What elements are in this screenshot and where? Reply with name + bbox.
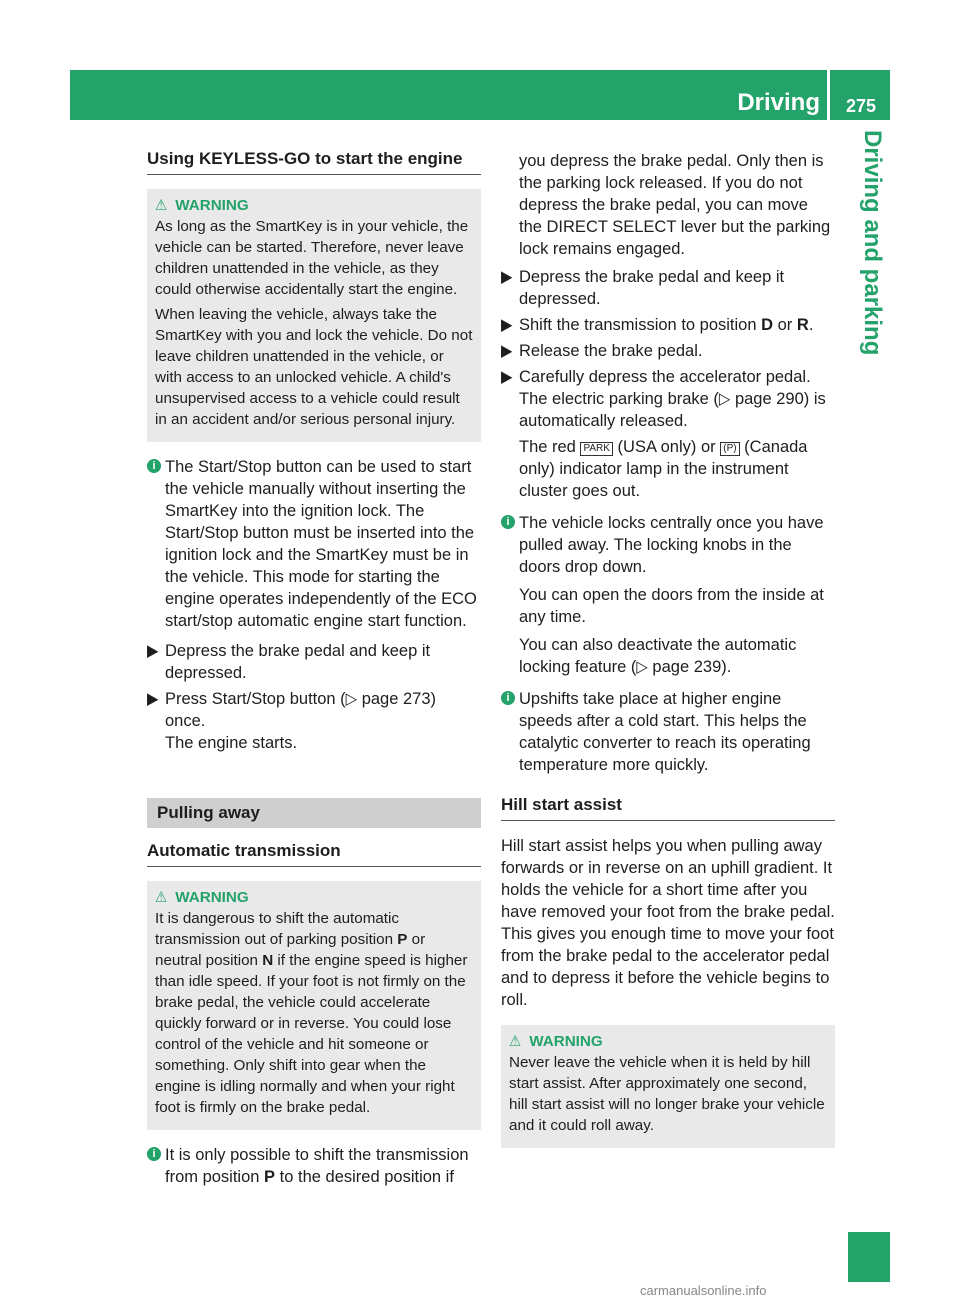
warning-box-keyless xyxy=(147,189,481,442)
step-text: Depress the brake pedal and keep it depressed. xyxy=(519,268,785,308)
page-ref-arrow-icon: ▷ xyxy=(636,658,653,676)
step-arrow-icon: ▶ xyxy=(147,690,159,708)
step-text: Shift the transmission to position xyxy=(519,316,762,334)
step-text: The electric parking brake ( xyxy=(519,390,719,408)
page-ref-arrow-icon: ▷ xyxy=(345,690,362,708)
warning-title: WARNING xyxy=(175,889,249,906)
page-ref-arrow-icon: ▷ xyxy=(718,390,735,408)
left-column xyxy=(147,148,481,1196)
info-text: You can open the doors from the inside at any time. xyxy=(519,586,824,626)
instruction-step xyxy=(147,688,481,754)
step-text: The red xyxy=(519,438,581,456)
instruction-step xyxy=(501,340,835,362)
step-text: Release the brake pedal. xyxy=(519,342,703,360)
warning-triangle-icon: ⚠ xyxy=(509,1033,522,1050)
warning-text-part: It is dangerous to shift the automatic transmission out of parking position xyxy=(155,910,399,948)
info-text xyxy=(519,634,835,678)
info-icon: i xyxy=(147,459,161,473)
section-bar-pulling-away: Pulling away xyxy=(147,798,481,828)
section-heading-hill-start: Hill start assist xyxy=(501,794,835,821)
warning-text-part: or neutral position xyxy=(155,931,426,969)
warning-text: Never leave the vehicle when it is held by hill start assist. After approximately one second, hill start assist will no longer brake your vehicle and it could roll away. xyxy=(509,1054,825,1134)
info-text: The Start/Stop button can be used to start the vehicle manually without inserting the SmartKey into the ignition lock. The Start/Stop button must be inserted into the ignition lock and the SmartKey must be in the vehicle. This mode for starting the engine operates independently of the ECO start/stop automatic engine start function. xyxy=(165,458,477,630)
step-text: Depress the brake pedal and keep it depressed. xyxy=(165,642,431,682)
instruction-step xyxy=(147,640,481,684)
park-indicator-icon: PARK xyxy=(580,442,613,456)
step-arrow-icon: ▶ xyxy=(501,316,513,334)
info-text-part: to the desired position if xyxy=(275,1168,454,1186)
page-reference[interactable]: page 273) xyxy=(361,690,437,708)
instruction-step xyxy=(501,366,835,502)
step-arrow-icon: ▶ xyxy=(501,368,513,386)
info-icon: i xyxy=(501,691,515,705)
warning-box-hill-start xyxy=(501,1025,835,1148)
step-arrow-icon: ▶ xyxy=(147,642,159,660)
instruction-step xyxy=(501,314,835,336)
parking-brake-indicator-icon: (P) xyxy=(720,442,739,456)
side-tab xyxy=(840,120,890,610)
info-icon: i xyxy=(147,1147,161,1161)
warning-triangle-icon: ⚠ xyxy=(155,197,168,214)
position-p: P xyxy=(397,931,408,948)
step-result: The engine starts. xyxy=(165,734,298,752)
right-column xyxy=(501,150,835,1162)
warning-title: WARNING xyxy=(529,1033,603,1050)
info-text xyxy=(165,1144,481,1188)
warning-text: When leaving the vehicle, always take the SmartKey with you and lock the vehicle. Do not leave children unattended in the vehicle, or with access to an unlocked vehicle. A child's unsupervised access to a vehicle could result in an accident and/or serious personal injury. xyxy=(155,306,473,428)
continued-text: you depress the brake pedal. Only then is the parking lock released. If you do not depress the brake pedal, you can move the DIRECT SELECT lever but the parking lock remains engaged. xyxy=(519,152,831,258)
position-p: P xyxy=(264,1168,276,1186)
body-text: Hill start assist helps you when pulling away forwards or in reverse on an uphill gradient. It holds the vehicle for a short time after you have removed your foot from the brake pedal. This gives you enough time to move your foot from the brake pedal to the accelerator pedal and to depress it before the vehicle begins to roll. xyxy=(501,837,835,1009)
side-tab-label: Driving and parking xyxy=(859,130,886,356)
warning-text: As long as the SmartKey is in your vehicle, the vehicle can be started. Therefore, never leave children unattended in the vehicle, as they could otherwise accidentally start the engine. xyxy=(155,218,469,298)
info-text-part: You can also deactivate the automatic locking feature ( xyxy=(519,636,797,676)
info-text: The vehicle locks centrally once you have pulled away. The locking knobs in the doors drop down. xyxy=(519,514,824,576)
info-text: Upshifts take place at higher engine speeds after a cold start. This helps the catalytic converter to reach its operating temperature more quickly. xyxy=(519,690,811,774)
page-reference[interactable]: page 290) is automatically released. xyxy=(519,390,826,430)
step-arrow-icon: ▶ xyxy=(501,342,513,360)
position-d: D xyxy=(761,316,774,334)
info-icon: i xyxy=(501,515,515,529)
info-note xyxy=(501,512,835,678)
page-reference[interactable]: page 239). xyxy=(652,658,732,676)
watermark-footer: carmanualsonline.info xyxy=(640,1283,767,1298)
warning-text-part: if the engine speed is higher than idle speed. If your foot is not firmly on the brake pedal, the vehicle could accelerate quickly forward or in reverse. You could lose control of the vehicle and hit someone or something. Only shift into gear when the engine is idling normally and when your right foot is firmly on the brake pedal. xyxy=(155,952,468,1116)
step-text: (Canada only) indicator lamp in the instrument cluster goes out. xyxy=(519,438,808,500)
position-r: R xyxy=(796,316,809,334)
step-arrow-icon: ▶ xyxy=(501,268,513,286)
step-text: . xyxy=(808,316,814,334)
section-heading-automatic: Automatic transmission xyxy=(147,840,481,867)
instruction-step xyxy=(501,266,835,310)
position-n: N xyxy=(262,952,274,969)
step-text: Press Start/Stop button ( xyxy=(165,690,346,708)
page-header xyxy=(70,70,890,120)
warning-box-transmission xyxy=(147,881,481,1130)
page-number: 275 xyxy=(845,96,877,116)
side-tab-marker xyxy=(848,1232,890,1282)
info-note xyxy=(501,688,835,776)
section-heading-keyless: Using KEYLESS-GO to start the engine xyxy=(147,148,481,175)
step-text: (USA only) or xyxy=(612,438,721,456)
header-divider xyxy=(827,70,830,120)
step-text: once. xyxy=(165,712,206,730)
step-text: or xyxy=(773,316,797,334)
header-title: Driving xyxy=(737,89,820,116)
info-text-part: It is only possible to shift the transmission from position xyxy=(165,1146,469,1186)
info-note xyxy=(147,456,481,632)
step-text: Carefully depress the accelerator pedal. xyxy=(519,368,811,386)
info-note xyxy=(147,1144,481,1188)
warning-text xyxy=(155,908,473,1118)
warning-title: WARNING xyxy=(175,197,249,214)
warning-triangle-icon: ⚠ xyxy=(155,889,168,906)
